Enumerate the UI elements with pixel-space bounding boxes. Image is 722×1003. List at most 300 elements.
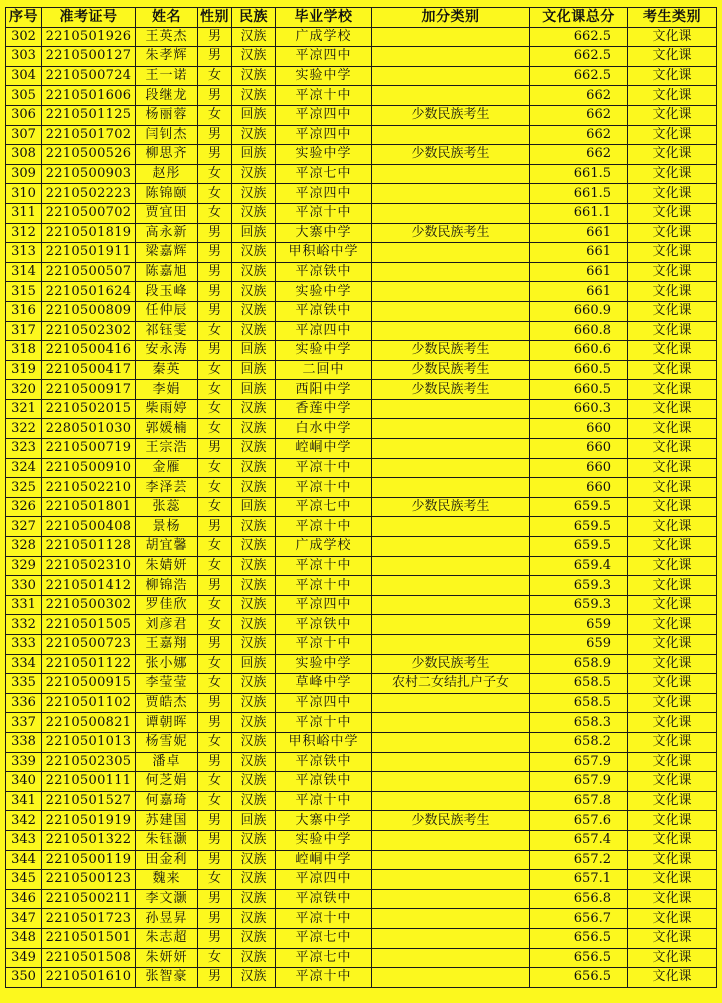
name-cell: 潘卓: [136, 752, 198, 772]
name-cell: 段继龙: [136, 86, 198, 106]
candidate-type-cell: 文化课: [628, 850, 717, 870]
candidate-type-cell: 文化课: [628, 909, 717, 929]
gender-cell: 女: [198, 164, 232, 184]
total-score-cell: 661: [530, 282, 628, 302]
table-row: [6, 380, 717, 400]
candidate-type-cell: 文化课: [628, 203, 717, 223]
name-cell: 陈锦颐: [136, 184, 198, 204]
seq-cell: 344: [6, 850, 42, 870]
gender-cell: 女: [198, 615, 232, 635]
table-row: [6, 164, 717, 184]
gender-cell: 男: [198, 693, 232, 713]
total-score-cell: 662.5: [530, 47, 628, 67]
gender-cell: 男: [198, 282, 232, 302]
school-cell: 平凉四中: [276, 693, 372, 713]
bonus-category-cell: 少数民族考生: [372, 497, 530, 517]
table-row: [6, 576, 717, 596]
ethnicity-cell: 汉族: [232, 556, 276, 576]
name-cell: 张蕊: [136, 497, 198, 517]
seq-cell: 345: [6, 870, 42, 890]
ethnicity-cell: 汉族: [232, 615, 276, 635]
exam-id-cell: 2210500821: [42, 713, 136, 733]
total-score-cell: 659.5: [530, 517, 628, 537]
gender-cell: 男: [198, 889, 232, 909]
header-school: 毕业学校: [276, 8, 372, 28]
total-score-cell: 656.5: [530, 948, 628, 968]
school-cell: 平凉十中: [276, 909, 372, 929]
school-cell: 二回中: [276, 360, 372, 380]
name-cell: 高永新: [136, 223, 198, 243]
gender-cell: 男: [198, 262, 232, 282]
table-row: [6, 203, 717, 223]
gender-cell: 女: [198, 321, 232, 341]
gender-cell: 男: [198, 850, 232, 870]
school-cell: 广成学校: [276, 27, 372, 47]
bonus-category-cell: [372, 282, 530, 302]
school-cell: 西阳中学: [276, 380, 372, 400]
exam-id-cell: 2210500417: [42, 360, 136, 380]
seq-cell: 315: [6, 282, 42, 302]
exam-id-cell: 2210500408: [42, 517, 136, 537]
admission-score-table: [5, 7, 717, 988]
ethnicity-cell: 汉族: [232, 674, 276, 694]
school-cell: 大寨中学: [276, 811, 372, 831]
total-score-cell: 657.9: [530, 752, 628, 772]
candidate-type-cell: 文化课: [628, 635, 717, 655]
candidate-type-cell: 文化课: [628, 693, 717, 713]
school-cell: 平凉七中: [276, 497, 372, 517]
ethnicity-cell: 汉族: [232, 321, 276, 341]
name-cell: 谭朝晖: [136, 713, 198, 733]
bonus-category-cell: [372, 243, 530, 263]
table-row: [6, 968, 717, 988]
table-row: [6, 811, 717, 831]
seq-cell: 334: [6, 654, 42, 674]
seq-cell: 332: [6, 615, 42, 635]
bonus-category-cell: [372, 262, 530, 282]
total-score-cell: 661: [530, 262, 628, 282]
school-cell: 平凉十中: [276, 713, 372, 733]
ethnicity-cell: 汉族: [232, 576, 276, 596]
candidate-type-cell: 文化课: [628, 341, 717, 361]
bonus-category-cell: [372, 301, 530, 321]
header-name: 姓名: [136, 8, 198, 28]
name-cell: 罗佳欣: [136, 595, 198, 615]
exam-id-cell: 2210501624: [42, 282, 136, 302]
bonus-category-cell: [372, 693, 530, 713]
gender-cell: 男: [198, 752, 232, 772]
ethnicity-cell: 汉族: [232, 635, 276, 655]
exam-id-cell: 2210500302: [42, 595, 136, 615]
exam-id-cell: 2210500119: [42, 850, 136, 870]
candidate-type-cell: 文化课: [628, 262, 717, 282]
gender-cell: 女: [198, 497, 232, 517]
total-score-cell: 661.1: [530, 203, 628, 223]
table-row: [6, 850, 717, 870]
bonus-category-cell: [372, 732, 530, 752]
seq-cell: 323: [6, 439, 42, 459]
total-score-cell: 662.5: [530, 27, 628, 47]
table-row: [6, 399, 717, 419]
candidate-type-cell: 文化课: [628, 537, 717, 557]
name-cell: 段玉峰: [136, 282, 198, 302]
total-score-cell: 658.3: [530, 713, 628, 733]
gender-cell: 男: [198, 145, 232, 165]
table-row: [6, 537, 717, 557]
exam-id-cell: 2210500915: [42, 674, 136, 694]
ethnicity-cell: 汉族: [232, 419, 276, 439]
exam-id-cell: 2210502210: [42, 478, 136, 498]
table-row: [6, 772, 717, 792]
ethnicity-cell: 汉族: [232, 439, 276, 459]
seq-cell: 310: [6, 184, 42, 204]
seq-cell: 305: [6, 86, 42, 106]
seq-cell: 312: [6, 223, 42, 243]
bonus-category-cell: [372, 889, 530, 909]
total-score-cell: 657.6: [530, 811, 628, 831]
table-row: [6, 105, 717, 125]
total-score-cell: 660.5: [530, 380, 628, 400]
table-row: [6, 654, 717, 674]
school-cell: 实验中学: [276, 341, 372, 361]
school-cell: 白水中学: [276, 419, 372, 439]
seq-cell: 342: [6, 811, 42, 831]
bonus-category-cell: [372, 86, 530, 106]
candidate-type-cell: 文化课: [628, 478, 717, 498]
name-cell: 孙昱昇: [136, 909, 198, 929]
total-score-cell: 657.1: [530, 870, 628, 890]
ethnicity-cell: 汉族: [232, 928, 276, 948]
exam-id-cell: 2210501702: [42, 125, 136, 145]
name-cell: 任仲辰: [136, 301, 198, 321]
seq-cell: 337: [6, 713, 42, 733]
table-row: [6, 752, 717, 772]
candidate-type-cell: 文化课: [628, 732, 717, 752]
seq-cell: 339: [6, 752, 42, 772]
seq-cell: 311: [6, 203, 42, 223]
bonus-category-cell: [372, 556, 530, 576]
exam-id-cell: 2210500507: [42, 262, 136, 282]
candidate-type-cell: 文化课: [628, 419, 717, 439]
candidate-type-cell: 文化课: [628, 968, 717, 988]
gender-cell: 男: [198, 223, 232, 243]
exam-id-cell: 2210501527: [42, 791, 136, 811]
bonus-category-cell: [372, 203, 530, 223]
candidate-type-cell: 文化课: [628, 458, 717, 478]
name-cell: 王英杰: [136, 27, 198, 47]
ethnicity-cell: 汉族: [232, 47, 276, 67]
ethnicity-cell: 汉族: [232, 478, 276, 498]
bonus-category-cell: 少数民族考生: [372, 145, 530, 165]
candidate-type-cell: 文化课: [628, 576, 717, 596]
name-cell: 王一诺: [136, 66, 198, 86]
seq-cell: 304: [6, 66, 42, 86]
ethnicity-cell: 汉族: [232, 595, 276, 615]
seq-cell: 347: [6, 909, 42, 929]
candidate-type-cell: 文化课: [628, 321, 717, 341]
total-score-cell: 660.6: [530, 341, 628, 361]
gender-cell: 女: [198, 105, 232, 125]
name-cell: 王宗浩: [136, 439, 198, 459]
exam-id-cell: 2210501606: [42, 86, 136, 106]
table-row: [6, 889, 717, 909]
school-cell: 香莲中学: [276, 399, 372, 419]
ethnicity-cell: 回族: [232, 145, 276, 165]
school-cell: 平凉四中: [276, 47, 372, 67]
gender-cell: 男: [198, 713, 232, 733]
candidate-type-cell: 文化课: [628, 243, 717, 263]
name-cell: 李莹莹: [136, 674, 198, 694]
exam-id-cell: 2210500917: [42, 380, 136, 400]
total-score-cell: 660.3: [530, 399, 628, 419]
school-cell: 平凉四中: [276, 870, 372, 890]
school-cell: 平凉铁中: [276, 752, 372, 772]
exam-id-cell: 2210501723: [42, 909, 136, 929]
table-row: [6, 439, 717, 459]
name-cell: 陈嘉旭: [136, 262, 198, 282]
candidate-type-cell: 文化课: [628, 713, 717, 733]
gender-cell: 男: [198, 909, 232, 929]
name-cell: 朱妍妍: [136, 948, 198, 968]
total-score-cell: 659.5: [530, 497, 628, 517]
name-cell: 朱婧妍: [136, 556, 198, 576]
name-cell: 梁嘉辉: [136, 243, 198, 263]
candidate-type-cell: 文化课: [628, 772, 717, 792]
name-cell: 祁钰雯: [136, 321, 198, 341]
header-row: [6, 8, 717, 28]
school-cell: 实验中学: [276, 145, 372, 165]
table-row: [6, 615, 717, 635]
school-cell: 平凉十中: [276, 556, 372, 576]
header-candidate-type: 考生类别: [628, 8, 717, 28]
seq-cell: 321: [6, 399, 42, 419]
school-cell: 平凉四中: [276, 125, 372, 145]
name-cell: 何嘉琦: [136, 791, 198, 811]
name-cell: 安永涛: [136, 341, 198, 361]
candidate-type-cell: 文化课: [628, 145, 717, 165]
bonus-category-cell: [372, 909, 530, 929]
bonus-category-cell: 少数民族考生: [372, 223, 530, 243]
total-score-cell: 658.2: [530, 732, 628, 752]
bonus-category-cell: [372, 752, 530, 772]
gender-cell: 男: [198, 27, 232, 47]
name-cell: 景杨: [136, 517, 198, 537]
gender-cell: 女: [198, 791, 232, 811]
name-cell: 张智豪: [136, 968, 198, 988]
name-cell: 杨雪妮: [136, 732, 198, 752]
ethnicity-cell: 汉族: [232, 830, 276, 850]
bonus-category-cell: [372, 791, 530, 811]
exam-id-cell: 2210500127: [42, 47, 136, 67]
exam-id-cell: 2210501505: [42, 615, 136, 635]
exam-id-cell: 2210501819: [42, 223, 136, 243]
table-row: [6, 125, 717, 145]
exam-id-cell: 2210500526: [42, 145, 136, 165]
gender-cell: 男: [198, 635, 232, 655]
exam-id-cell: 2210501801: [42, 497, 136, 517]
gender-cell: 男: [198, 86, 232, 106]
table-row: [6, 830, 717, 850]
table-row: [6, 223, 717, 243]
bonus-category-cell: [372, 870, 530, 890]
exam-id-cell: 2210501128: [42, 537, 136, 557]
total-score-cell: 660: [530, 439, 628, 459]
bonus-category-cell: [372, 478, 530, 498]
seq-cell: 320: [6, 380, 42, 400]
table-row: [6, 419, 717, 439]
exam-id-cell: 2210501501: [42, 928, 136, 948]
seq-cell: 327: [6, 517, 42, 537]
total-score-cell: 659: [530, 615, 628, 635]
total-score-cell: 661: [530, 243, 628, 263]
table-row: [6, 360, 717, 380]
table-row: [6, 732, 717, 752]
total-score-cell: 659.3: [530, 576, 628, 596]
bonus-category-cell: [372, 47, 530, 67]
candidate-type-cell: 文化课: [628, 125, 717, 145]
header-gender: 性别: [198, 8, 232, 28]
candidate-type-cell: 文化课: [628, 811, 717, 831]
candidate-type-cell: 文化课: [628, 497, 717, 517]
name-cell: 朱孝辉: [136, 47, 198, 67]
school-cell: 大寨中学: [276, 223, 372, 243]
gender-cell: 女: [198, 595, 232, 615]
exam-id-cell: 2210500809: [42, 301, 136, 321]
exam-id-cell: 2210501322: [42, 830, 136, 850]
exam-id-cell: 2210500910: [42, 458, 136, 478]
bonus-category-cell: [372, 537, 530, 557]
total-score-cell: 656.5: [530, 928, 628, 948]
table-row: [6, 66, 717, 86]
seq-cell: 303: [6, 47, 42, 67]
exam-id-cell: 2210501013: [42, 732, 136, 752]
name-cell: 胡宜馨: [136, 537, 198, 557]
candidate-type-cell: 文化课: [628, 830, 717, 850]
ethnicity-cell: 回族: [232, 105, 276, 125]
exam-id-cell: 2210501926: [42, 27, 136, 47]
bonus-category-cell: [372, 615, 530, 635]
ethnicity-cell: 汉族: [232, 243, 276, 263]
candidate-type-cell: 文化课: [628, 928, 717, 948]
name-cell: 朱志超: [136, 928, 198, 948]
gender-cell: 女: [198, 203, 232, 223]
seq-cell: 343: [6, 830, 42, 850]
bonus-category-cell: [372, 125, 530, 145]
ethnicity-cell: 汉族: [232, 850, 276, 870]
name-cell: 苏建国: [136, 811, 198, 831]
name-cell: 田金利: [136, 850, 198, 870]
gender-cell: 男: [198, 439, 232, 459]
seq-cell: 316: [6, 301, 42, 321]
table-row: [6, 713, 717, 733]
gender-cell: 女: [198, 419, 232, 439]
school-cell: 平凉十中: [276, 517, 372, 537]
name-cell: 秦英: [136, 360, 198, 380]
seq-cell: 306: [6, 105, 42, 125]
ethnicity-cell: 回族: [232, 341, 276, 361]
seq-cell: 324: [6, 458, 42, 478]
candidate-type-cell: 文化课: [628, 66, 717, 86]
bonus-category-cell: [372, 419, 530, 439]
ethnicity-cell: 汉族: [232, 732, 276, 752]
gender-cell: 女: [198, 870, 232, 890]
seq-cell: 314: [6, 262, 42, 282]
candidate-type-cell: 文化课: [628, 105, 717, 125]
bonus-category-cell: 少数民族考生: [372, 341, 530, 361]
ethnicity-cell: 汉族: [232, 870, 276, 890]
candidate-type-cell: 文化课: [628, 615, 717, 635]
table-row: [6, 458, 717, 478]
ethnicity-cell: 汉族: [232, 537, 276, 557]
gender-cell: 女: [198, 399, 232, 419]
seq-cell: 319: [6, 360, 42, 380]
school-cell: 平凉七中: [276, 164, 372, 184]
exam-id-cell: 2210502310: [42, 556, 136, 576]
seq-cell: 309: [6, 164, 42, 184]
name-cell: 贾皓杰: [136, 693, 198, 713]
ethnicity-cell: 回族: [232, 497, 276, 517]
ethnicity-cell: 汉族: [232, 27, 276, 47]
table-header: [6, 8, 717, 28]
gender-cell: 女: [198, 674, 232, 694]
ethnicity-cell: 汉族: [232, 458, 276, 478]
gender-cell: 女: [198, 380, 232, 400]
ethnicity-cell: 回族: [232, 811, 276, 831]
exam-id-cell: 2210500416: [42, 341, 136, 361]
school-cell: 平凉十中: [276, 635, 372, 655]
ethnicity-cell: 汉族: [232, 86, 276, 106]
total-score-cell: 656.7: [530, 909, 628, 929]
total-score-cell: 661: [530, 223, 628, 243]
score-sheet: [5, 7, 716, 988]
candidate-type-cell: 文化课: [628, 791, 717, 811]
name-cell: 金雁: [136, 458, 198, 478]
exam-id-cell: 2210501125: [42, 105, 136, 125]
total-score-cell: 662: [530, 86, 628, 106]
total-score-cell: 657.8: [530, 791, 628, 811]
name-cell: 刘彦君: [136, 615, 198, 635]
ethnicity-cell: 汉族: [232, 752, 276, 772]
table-body: [6, 27, 717, 987]
ethnicity-cell: 回族: [232, 360, 276, 380]
seq-cell: 328: [6, 537, 42, 557]
seq-cell: 331: [6, 595, 42, 615]
name-cell: 闫钊杰: [136, 125, 198, 145]
ethnicity-cell: 汉族: [232, 693, 276, 713]
header-exam-id: 准考证号: [42, 8, 136, 28]
school-cell: 广成学校: [276, 537, 372, 557]
ethnicity-cell: 汉族: [232, 909, 276, 929]
seq-cell: 338: [6, 732, 42, 752]
table-row: [6, 282, 717, 302]
bonus-category-cell: [372, 948, 530, 968]
table-row: [6, 595, 717, 615]
gender-cell: 男: [198, 125, 232, 145]
total-score-cell: 661.5: [530, 184, 628, 204]
ethnicity-cell: 汉族: [232, 791, 276, 811]
seq-cell: 325: [6, 478, 42, 498]
exam-id-cell: 2210501919: [42, 811, 136, 831]
table-row: [6, 909, 717, 929]
total-score-cell: 656.5: [530, 968, 628, 988]
bonus-category-cell: [372, 850, 530, 870]
bonus-category-cell: 农村二女结扎户子女: [372, 674, 530, 694]
school-cell: 平凉十中: [276, 968, 372, 988]
name-cell: 李泽芸: [136, 478, 198, 498]
school-cell: 平凉七中: [276, 928, 372, 948]
table-row: [6, 243, 717, 263]
exam-id-cell: 2210500724: [42, 66, 136, 86]
